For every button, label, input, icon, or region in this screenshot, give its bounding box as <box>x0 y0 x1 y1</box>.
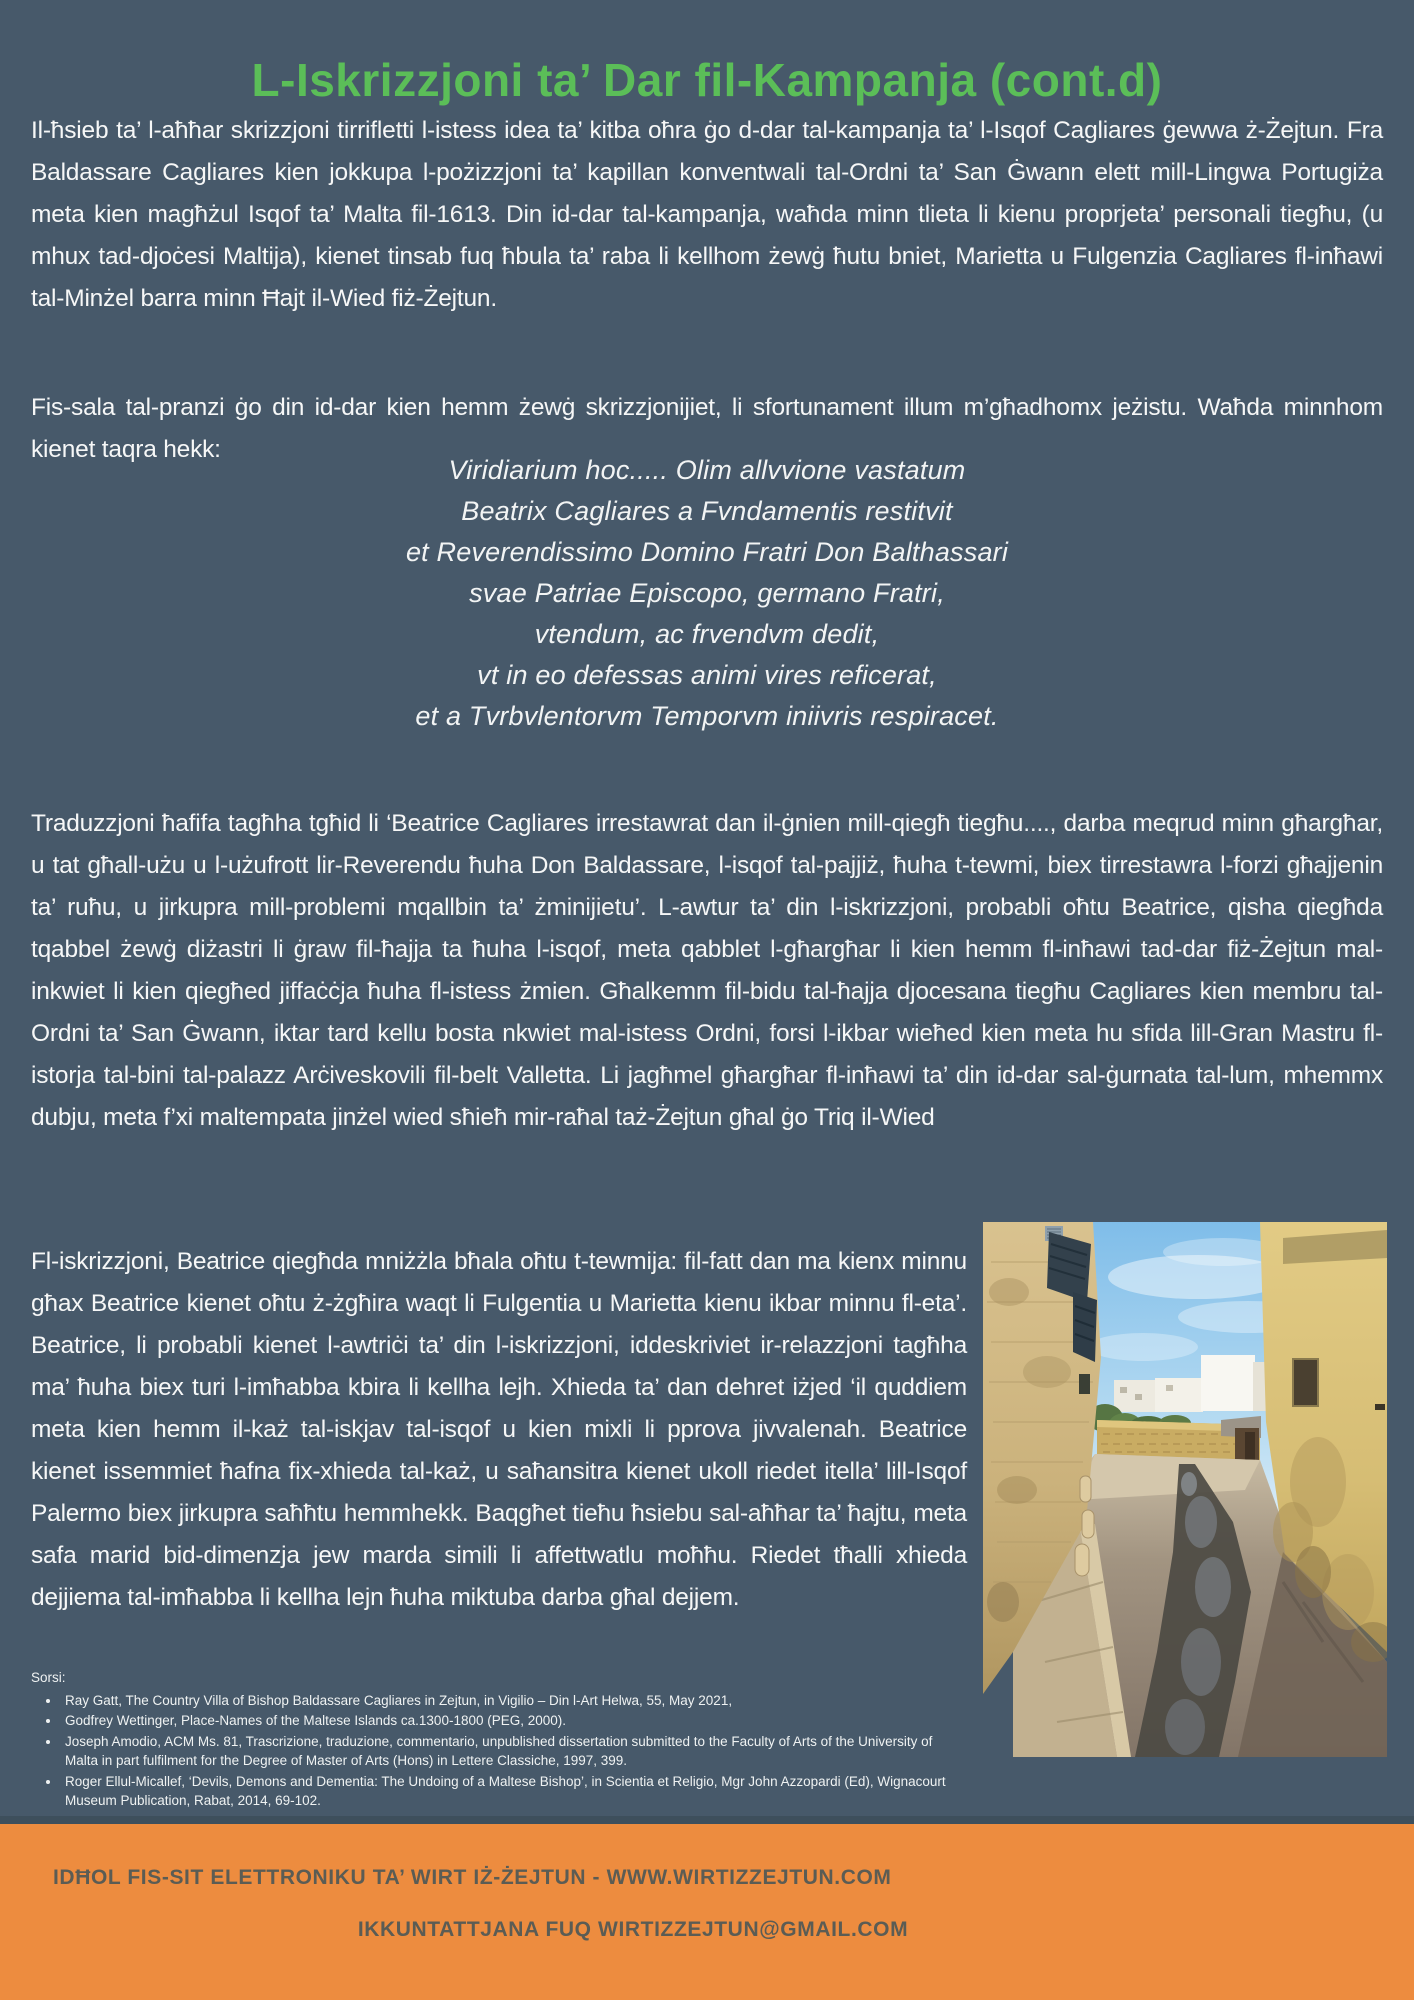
street-photo-illustration <box>983 1222 1387 1757</box>
paragraph-intro: Il-ħsieb ta’ l-aħħar skrizzjoni tirrifletti l-istess idea ta’ kitba oħra ġo d-dar tal-kampanja ta’ l-Isqof Cagliares ġewwa ż-Żejtun. Fra Baldassare Cagliares kien jokkupa l-pożizzjoni ta’ kapillan konventwali tal-Ordni ta’ San Ġwann elett mill-Lingwa Portugiża meta kien magħżul Isqof ta’ Malta fil-1613. Din id-dar tal-kampanja, waħda minn tlieta li kienu proprjeta’ personali tiegħu, (u mhux tad-djoċesi Maltija), kienet tinsab fuq ħbula ta’ raba li kellhom żewġ ħutu bniet, Marietta u Fulgenzia Cagliares fl-inħawi tal-Minżel barra minn Ħajt il-Wied fiż-Żejtun. <box>31 116 1383 312</box>
footer-divider <box>0 1816 1414 1824</box>
footer-banner <box>0 1824 1414 2000</box>
source-item: • Godfrey Wettinger, Place-Names of the Maltese Islands ca.1300-1800 (PEG, 2000). <box>61 1711 949 1731</box>
quote-line: vt in eo defessas animi vires reficerat, <box>477 660 937 690</box>
paragraph-beatrice: Fl-iskrizzjoni, Beatrice qiegħda mniżżla bħala oħtu t-tewmija: fil-fatt dan ma kienx minnu għax Beatrice kienet oħtu ż-żgħira waqt li Fulgentia u Marietta kienu ikbar minnu fl-eta’. Beatrice, li probabli kienet l-awtriċi ta’ din l-iskrizzjoni, iddeskriviet ir-relazzjoni tagħha ma’ ħuha biex turi l-imħabba kbira li kellha lejh. Xhieda ta’ dan dehret iżjed ‘il quddiem meta kien hemm il-każ tal-iskjav tal-isqof u kien mixli li pprova jivvalenah. Beatrice kienet issemmiet ħafna fix-xhieda tal-każ, u saħansitra kienet ukoll riedet itella’ lill-Isqof Palermo biex jirkupra saħħtu hemmhekk. Baqgħet tieħu ħsiebu sal-aħħar ta’ ħajtu, meta safa marid bid-dimenzja jew marda simili li affettwatlu moħħu. Riedet tħalli xhieda dejjiema tal-imħabba li kellha lejn ħuha miktuba darba għal dejjem. <box>31 1247 967 1611</box>
footer-website-text: IDĦOL FIS-SIT ELETTRONIKU TA’ WIRT IŻ-ŻEJTUN - WWW.WIRTIZZEJTUN.COM <box>53 1866 892 1889</box>
quote-line: et a Tvrbvlentorvm Temporvm iniivris respiracet. <box>415 701 999 731</box>
source-item: • Roger Ellul-Micallef, ‘Devils, Demons and Dementia: The Undoing of a Maltese Bishop’, in Scientia et Religio, Mgr John Azzopardi (Ed), Wignacourt Museum Publication, Rabat, 2014, 69-102. <box>61 1772 949 1811</box>
quote-line: Viridiarium hoc..... Olim allvvione vastatum <box>448 455 966 485</box>
page-title: L-Iskrizzjoni ta’ Dar fil-Kampanja (cont.d) <box>251 53 1163 106</box>
sources-list <box>31 1691 949 1811</box>
quote-line: et Reverendissimo Domino Fratri Don Balthassari <box>405 537 1009 567</box>
paragraph-translation: Traduzzjoni ħafifa tagħha tgħid li ‘Beatrice Cagliares irrestawrat dan il-ġnien mill-qiegħ tiegħu...., darba meqrud minn għargħar, u tat għall-użu u l-użufrott lir-Reverendu ħuha Don Baldassare, l-isqof tal-pajjiż, ħuha t-tewmi, biex tirrestawra l-forzi għajjenin ta’ ruħu, u jirkupra mill-problemi mqallbin ta’ żminijietu’. L-awtur ta’ din l-iskrizzjoni, probabli oħtu Beatrice, qisha qiegħda tqabbel żewġ diżastri li ġraw fil-ħajja ta ħuha l-isqof, meta qabblet l-għargħar li kien hemm fl-inħawi tad-dar fiż-Żejtun mal-inkwiet li kien qiegħed jiffaċċja ħuha fl-istess żmien. Għalkemm fil-bidu tal-ħajja djocesana tiegħu Cagliares kien membru tal-Ordni ta’ San Ġwann, iktar tard kellu bosta nkwiet mal-istess Ordni, forsi l-ikbar wieħed kien meta hu sfida lill-Gran Mastru fl-istorja tal-bini tal-palazz Arċiveskovili fil-belt Valletta. Li jagħmel għargħar fl-inħawi ta’ din id-dar sal-ġurnata tal-lum, mhemmx dubju, meta f’xi maltempata jinżel wied sħieħ mir-raħal taż-Żejtun għal ġo Triq il-Wied <box>31 809 1383 1131</box>
quote-line: svae Patriae Episcopo, germano Fratri, <box>469 578 945 608</box>
footer-contact-text: IKKUNTATTJANA FUQ WIRTIZZEJTUN@GMAIL.COM <box>357 1918 909 1941</box>
source-item: • Ray Gatt, The Country Villa of Bishop Baldassare Cagliares in Zejtun, in Vigilio – Din l-Art Helwa, 55, May 2021, <box>61 1691 949 1711</box>
sources-label: Sorsi: <box>31 1670 66 1685</box>
sources-section <box>31 1668 949 1812</box>
quote-line: Beatrix Cagliares a Fvndamentis restitvit <box>461 496 953 526</box>
source-item: • Joseph Amodio, ACM Ms. 81, Trascrizione, traduzione, commentario, unpublished dissertation submitted to the Faculty of Arts of the University of Malta in part fulfilment for the Degree of Master of Arts (Hons) in Lettere Classiche, 1997, 399. <box>61 1732 949 1771</box>
quote-line: vtendum, ac frvendvm dedit, <box>534 619 880 649</box>
paragraph-inscriptions: Fis-sala tal-pranzi ġo din id-dar kien hemm żewġ skrizzjonijiet, li sfortunament illum m’għadhomx jeżistu. Waħda minnhom kienet taqra hekk: <box>31 393 1383 463</box>
street-photo <box>983 1222 1387 1757</box>
latin-inscription-quote <box>0 450 1414 737</box>
